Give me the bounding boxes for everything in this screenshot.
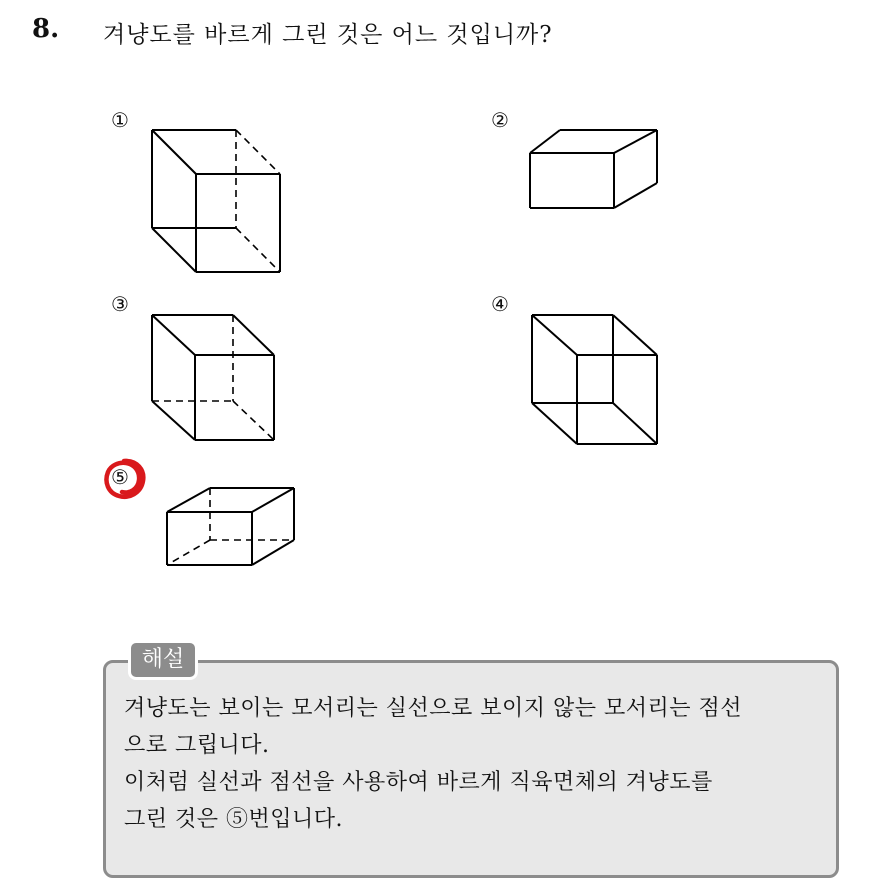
option-4-label[interactable]: ④ [491,292,509,316]
explanation-tab: 해설 [128,640,198,680]
explanation-line-4: 그린 것은 ⑤번입니다. [124,807,343,832]
option-1-label[interactable]: ① [111,108,129,132]
explanation-line-1: 겨냥도는 보이는 모서리는 실선으로 보이지 않는 모서리는 점선 [124,696,743,721]
option-3-label[interactable]: ③ [111,292,129,316]
explanation-line-2: 으로 그립니다. [124,733,270,758]
explanation-line-3: 이처럼 실선과 점선을 사용하여 바르게 직육면체의 겨냥도를 [124,770,713,795]
question-text: 겨냥도를 바르게 그린 것은 어느 것입니까? [103,22,553,48]
option-2-label[interactable]: ② [491,108,509,132]
option-5-label[interactable]: ⑤ [111,465,129,489]
option-3-figure [140,305,290,455]
option-4-figure [520,305,670,455]
option-2-figure [520,120,670,220]
explanation-text [124,690,836,838]
question-number: 8. [32,14,60,44]
option-5-figure [155,480,305,580]
option-1-figure [140,120,290,280]
